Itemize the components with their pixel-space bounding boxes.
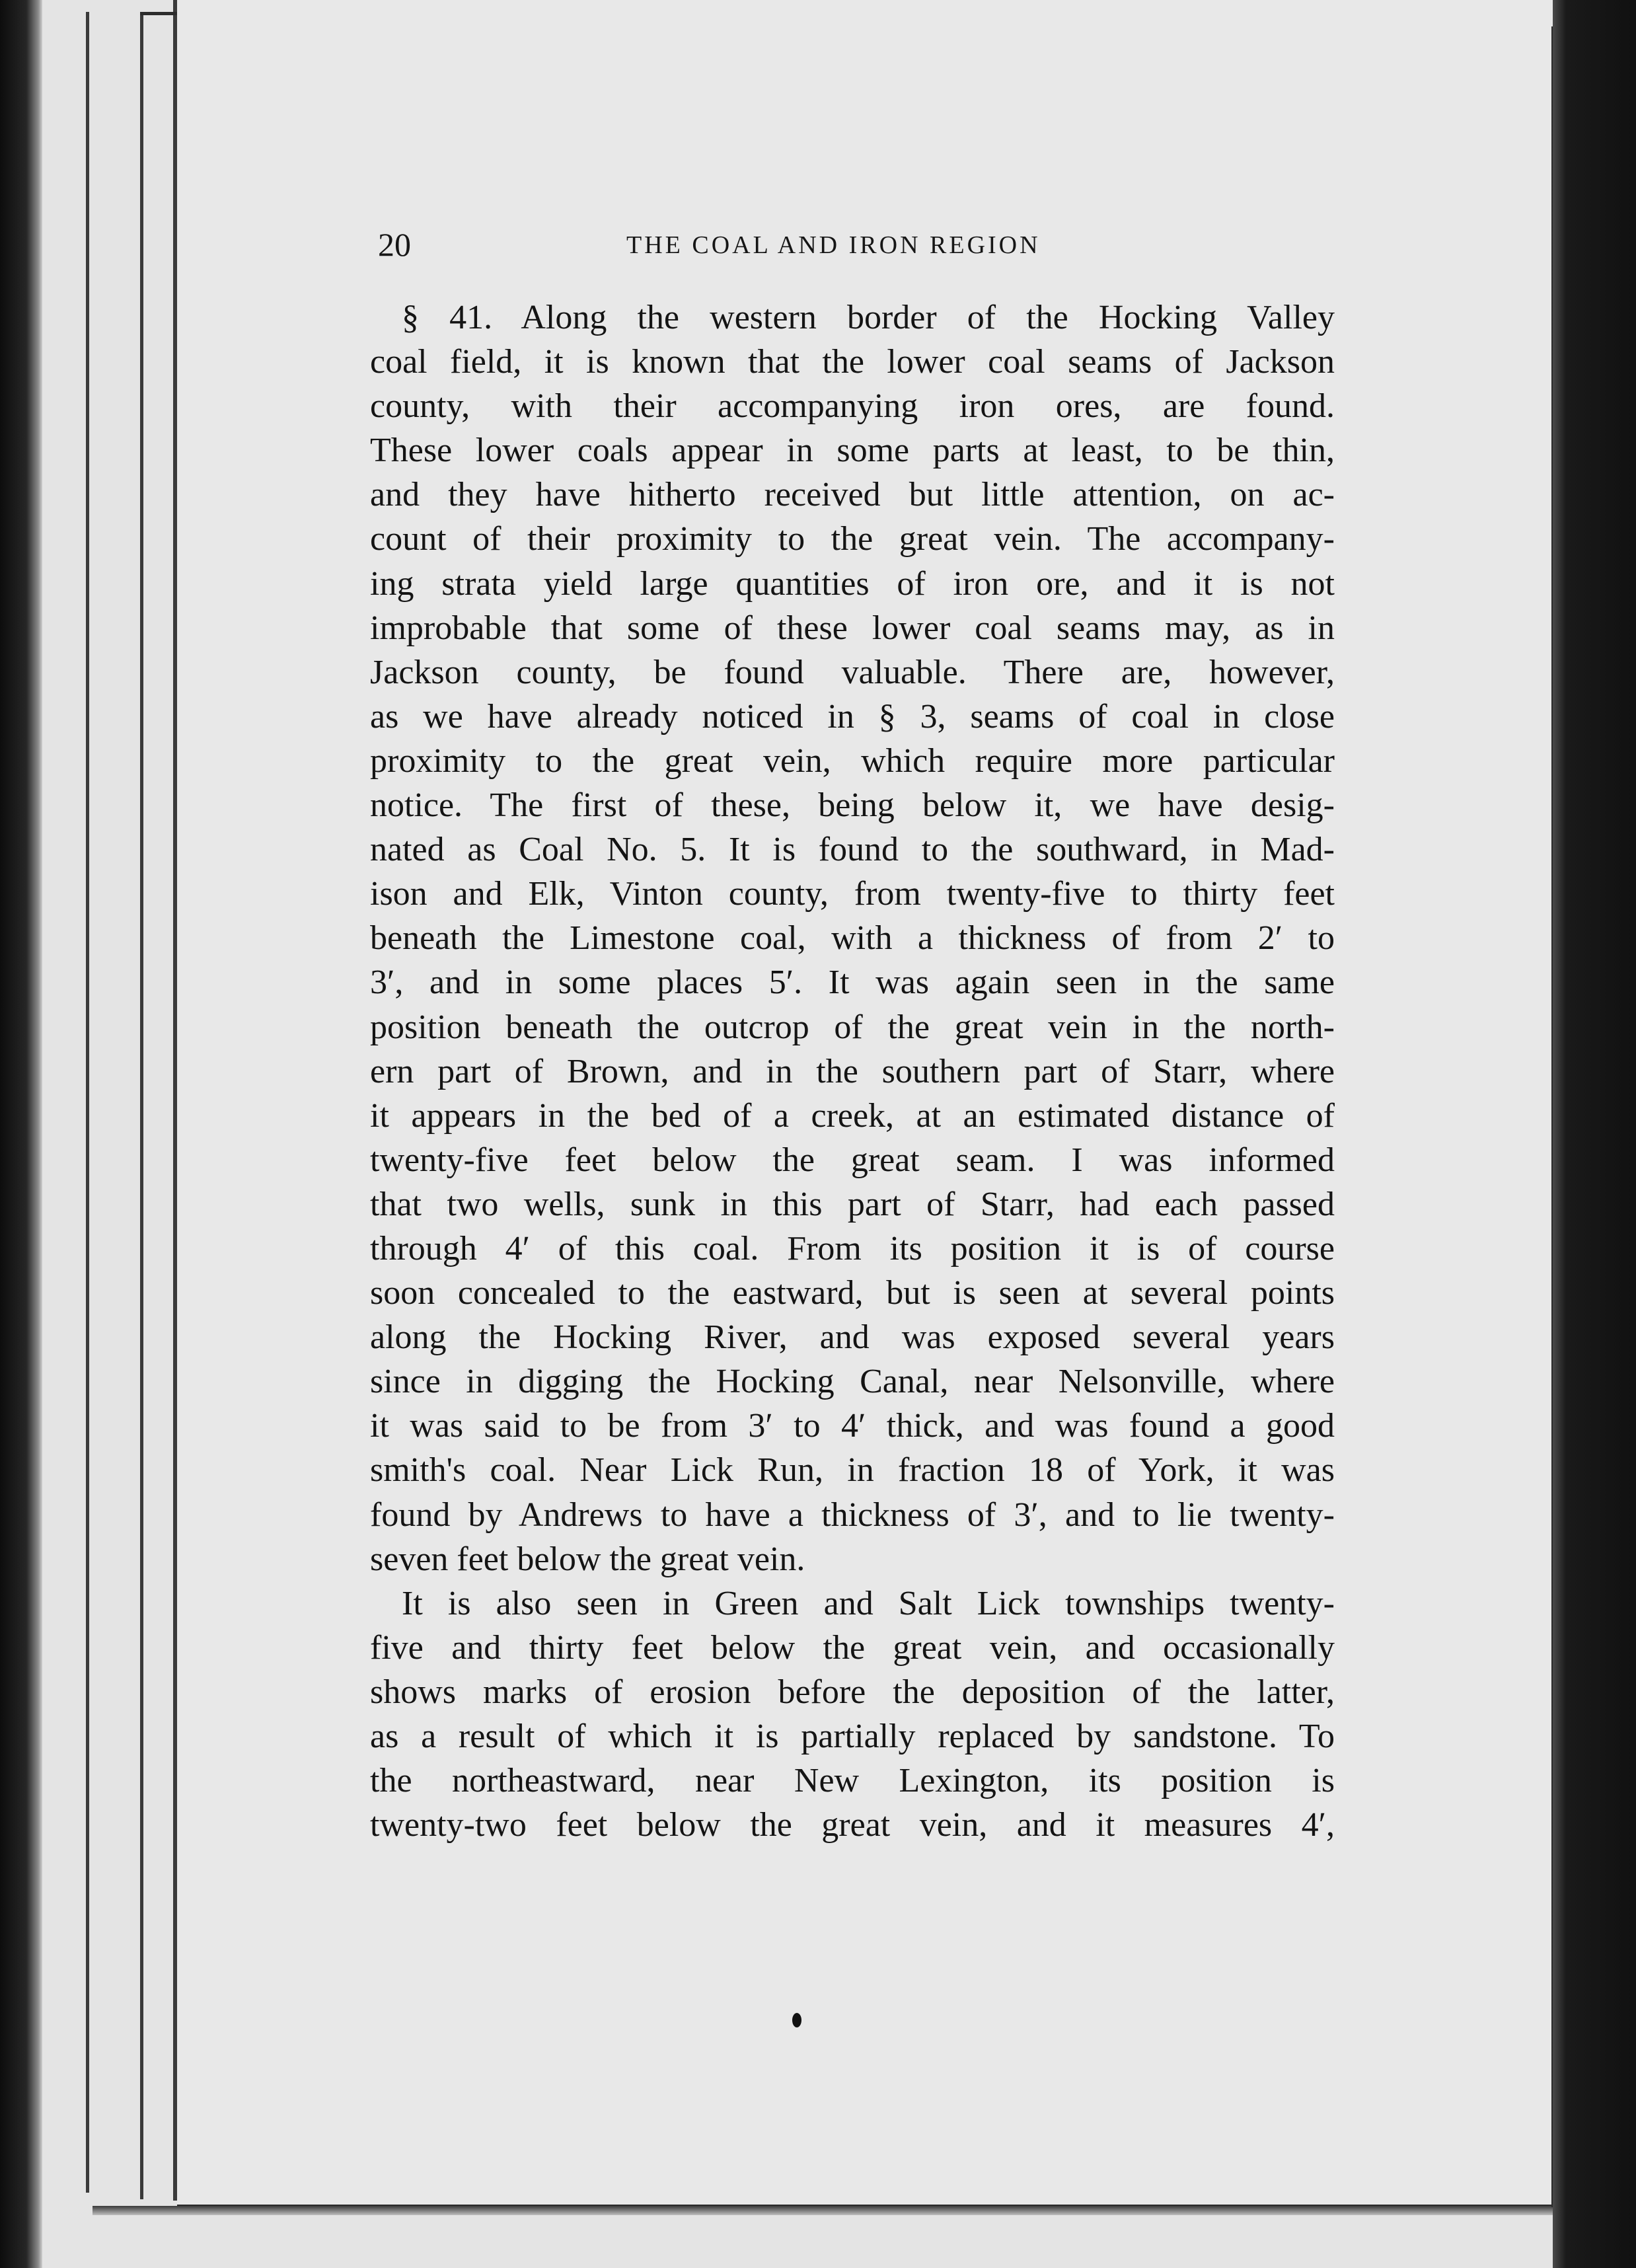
page-edge-line [140,12,143,2199]
text-line: through 4′ of this coal. From its position it is of course [370,1229,1335,1267]
page-bottom-shadow [93,2206,1559,2215]
running-head: THE COAL AND IRON REGION [626,231,1041,259]
scan-left-border [0,0,42,2268]
scan-right-border [1553,0,1636,2268]
text-line: soon concealed to the eastward, but is seen at several points [370,1274,1335,1312]
text-line: proximity to the great vein, which require more particular [370,741,1335,780]
text-line: ing strata yield large quantities of iron ore, and it is not [370,564,1335,603]
text-line: These lower coals appear in some parts at least, to be thin, [370,432,1335,470]
text-line: smith's coal. Near Lick Run, in fraction 18 of York, it was [370,1451,1335,1490]
text-line: notice. The first of these, being below it, we have desig- [370,786,1335,825]
text-line: position beneath the outcrop of the great vein in the north- [370,1008,1335,1046]
text-line: improbable that some of these lower coal seams may, as in [370,609,1335,647]
page-edge-line [140,12,177,15]
text-line: found by Andrews to have a thickness of 3′, and to lie twenty- [370,1495,1335,1534]
text-line: ern part of Brown, and in the southern part of Starr, where [370,1052,1335,1090]
ink-speck [792,2013,801,2027]
text-line: and they have hitherto received but little attention, on ac- [370,476,1335,514]
text-line: nated as Coal No. 5. It is found to the southward, in Mad- [370,831,1335,869]
text-line: county, with their accompanying iron ores, are found. [370,387,1335,426]
body-text [370,295,1335,1847]
text-line: § 41. Along the western border of the Hocking Valley [402,299,1335,336]
text-line: that two wells, sunk in this part of Starr, had each passed [370,1185,1335,1223]
text-line: it appears in the bed of a creek, at an estimated distance of [370,1096,1335,1135]
text-line: as we have already noticed in § 3, seams of coal in close [370,697,1335,736]
page-number: 20 [378,226,411,263]
text-line: ison and Elk, Vinton county, from twenty-five to thirty feet [370,875,1335,913]
text-line: it was said to be from 3′ to 4′ thick, and was found a good [370,1407,1335,1445]
text-line: It is also seen in Green and Salt Lick townships twenty- [402,1584,1335,1622]
text-line: Jackson county, be found valuable. There are, however, [370,653,1335,691]
text-line: since in digging the Hocking Canal, near Nelsonville, where [370,1363,1335,1401]
page-edge-line [86,12,89,2193]
text-line: shows marks of erosion before the deposition of the latter, [370,1673,1335,1711]
text-line: along the Hocking River, and was exposed several years [370,1318,1335,1357]
text-line: twenty-two feet below the great vein, and it measures 4′, [370,1806,1335,1844]
text-line: coal field, it is known that the lower coal seams of Jackson [370,343,1335,381]
text-line: as a result of which it is partially replaced by sandstone. To [370,1718,1335,1755]
text-line: five and thirty feet below the great vein, and occasionally [370,1628,1335,1667]
text-line: the northeastward, near New Lexington, its position is [370,1762,1335,1800]
page-header [378,225,1328,264]
text-line: beneath the Limestone coal, with a thickness of from 2′ to [370,919,1335,958]
text-line: seven feet below the great vein. [370,1540,805,1578]
text-line: 3′, and in some places 5′. It was again seen in the same [370,964,1335,1002]
text-line: count of their proximity to the great vein. The accompany- [370,520,1335,558]
text-line: twenty-five feet below the great seam. I was informed [370,1141,1335,1179]
